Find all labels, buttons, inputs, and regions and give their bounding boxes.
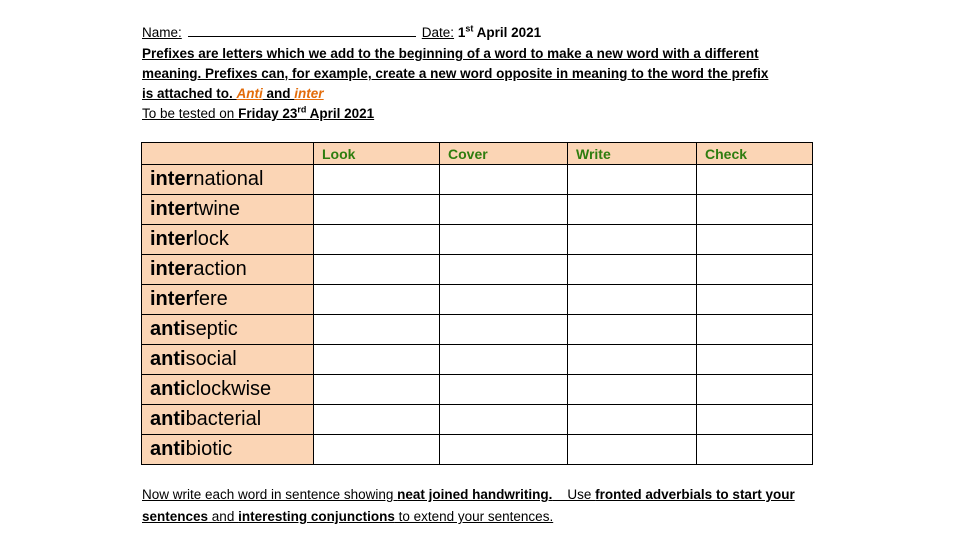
date-label: Date: <box>421 25 455 40</box>
name-field[interactable] <box>188 23 416 37</box>
spelling-word: antibacterial <box>142 405 314 435</box>
spelling-table <box>141 142 813 465</box>
name-label: Name: <box>142 25 182 40</box>
check-cell[interactable] <box>697 255 813 285</box>
table-row <box>142 285 813 315</box>
test-date-line: To be tested on Friday 23rd April 2021 <box>142 104 375 121</box>
check-cell[interactable] <box>697 375 813 405</box>
write-cell[interactable] <box>568 375 697 405</box>
table-row <box>142 345 813 375</box>
cover-cell[interactable] <box>440 285 568 315</box>
intro-line: meaning. Prefixes can, for example, create a new word opposite in meaning to the word the prefix <box>142 66 769 81</box>
check-cell[interactable] <box>697 225 813 255</box>
cover-cell[interactable] <box>440 435 568 465</box>
look-cell[interactable] <box>314 165 440 195</box>
cover-cell[interactable] <box>440 225 568 255</box>
write-cell[interactable] <box>568 255 697 285</box>
spelling-word: antiseptic <box>142 315 314 345</box>
look-cell[interactable] <box>314 405 440 435</box>
look-cell[interactable] <box>314 435 440 465</box>
cover-cell[interactable] <box>440 165 568 195</box>
check-cell[interactable] <box>697 435 813 465</box>
look-cell[interactable] <box>314 375 440 405</box>
spelling-word: interfere <box>142 285 314 315</box>
date-value: 1st April 2021 <box>457 23 542 40</box>
look-cell[interactable] <box>314 255 440 285</box>
table-row <box>142 165 813 195</box>
cover-cell[interactable] <box>440 315 568 345</box>
spelling-word: antisocial <box>142 345 314 375</box>
column-header-cover: Cover <box>440 143 568 165</box>
write-cell[interactable] <box>568 315 697 345</box>
write-cell[interactable] <box>568 285 697 315</box>
column-header-look: Look <box>314 143 440 165</box>
write-cell[interactable] <box>568 225 697 255</box>
write-cell[interactable] <box>568 405 697 435</box>
table-row <box>142 255 813 285</box>
prefix-inter: inter <box>294 86 324 101</box>
intro-line: Prefixes are letters which we add to the beginning of a word to make a new word with a different <box>142 46 759 61</box>
spelling-word: antibiotic <box>142 435 314 465</box>
table-row <box>142 225 813 255</box>
check-cell[interactable] <box>697 405 813 435</box>
check-cell[interactable] <box>697 345 813 375</box>
column-header-check: Check <box>697 143 813 165</box>
instructions-footer: Now write each word in sentence showing neat joined handwriting. Use fronted adverbials to start your sentences and interesting conjunctions to extend your sentences. <box>142 487 795 524</box>
name-date-line <box>142 23 842 43</box>
table-row <box>142 405 813 435</box>
table-row <box>142 315 813 345</box>
cover-cell[interactable] <box>440 405 568 435</box>
look-cell[interactable] <box>314 315 440 345</box>
look-cell[interactable] <box>314 195 440 225</box>
cover-cell[interactable] <box>440 375 568 405</box>
write-cell[interactable] <box>568 435 697 465</box>
intro-line: is attached to. Anti and inter <box>142 86 324 101</box>
spelling-word: international <box>142 165 314 195</box>
write-cell[interactable] <box>568 165 697 195</box>
table-header-row <box>142 143 813 165</box>
cover-cell[interactable] <box>440 345 568 375</box>
check-cell[interactable] <box>697 285 813 315</box>
look-cell[interactable] <box>314 285 440 315</box>
check-cell[interactable] <box>697 315 813 345</box>
test-date: Friday 23rd April 2021 <box>238 104 375 121</box>
spelling-word: interaction <box>142 255 314 285</box>
check-cell[interactable] <box>697 165 813 195</box>
prefix-anti: Anti <box>236 86 263 101</box>
look-cell[interactable] <box>314 225 440 255</box>
cover-cell[interactable] <box>440 255 568 285</box>
table-row <box>142 195 813 225</box>
word-column-header <box>142 143 314 165</box>
spelling-word: intertwine <box>142 195 314 225</box>
cover-cell[interactable] <box>440 195 568 225</box>
table-row <box>142 375 813 405</box>
intro-paragraph <box>142 44 842 104</box>
column-header-write: Write <box>568 143 697 165</box>
write-cell[interactable] <box>568 345 697 375</box>
table-row <box>142 435 813 465</box>
spelling-word: anticlockwise <box>142 375 314 405</box>
write-cell[interactable] <box>568 195 697 225</box>
spelling-word: interlock <box>142 225 314 255</box>
check-cell[interactable] <box>697 195 813 225</box>
look-cell[interactable] <box>314 345 440 375</box>
